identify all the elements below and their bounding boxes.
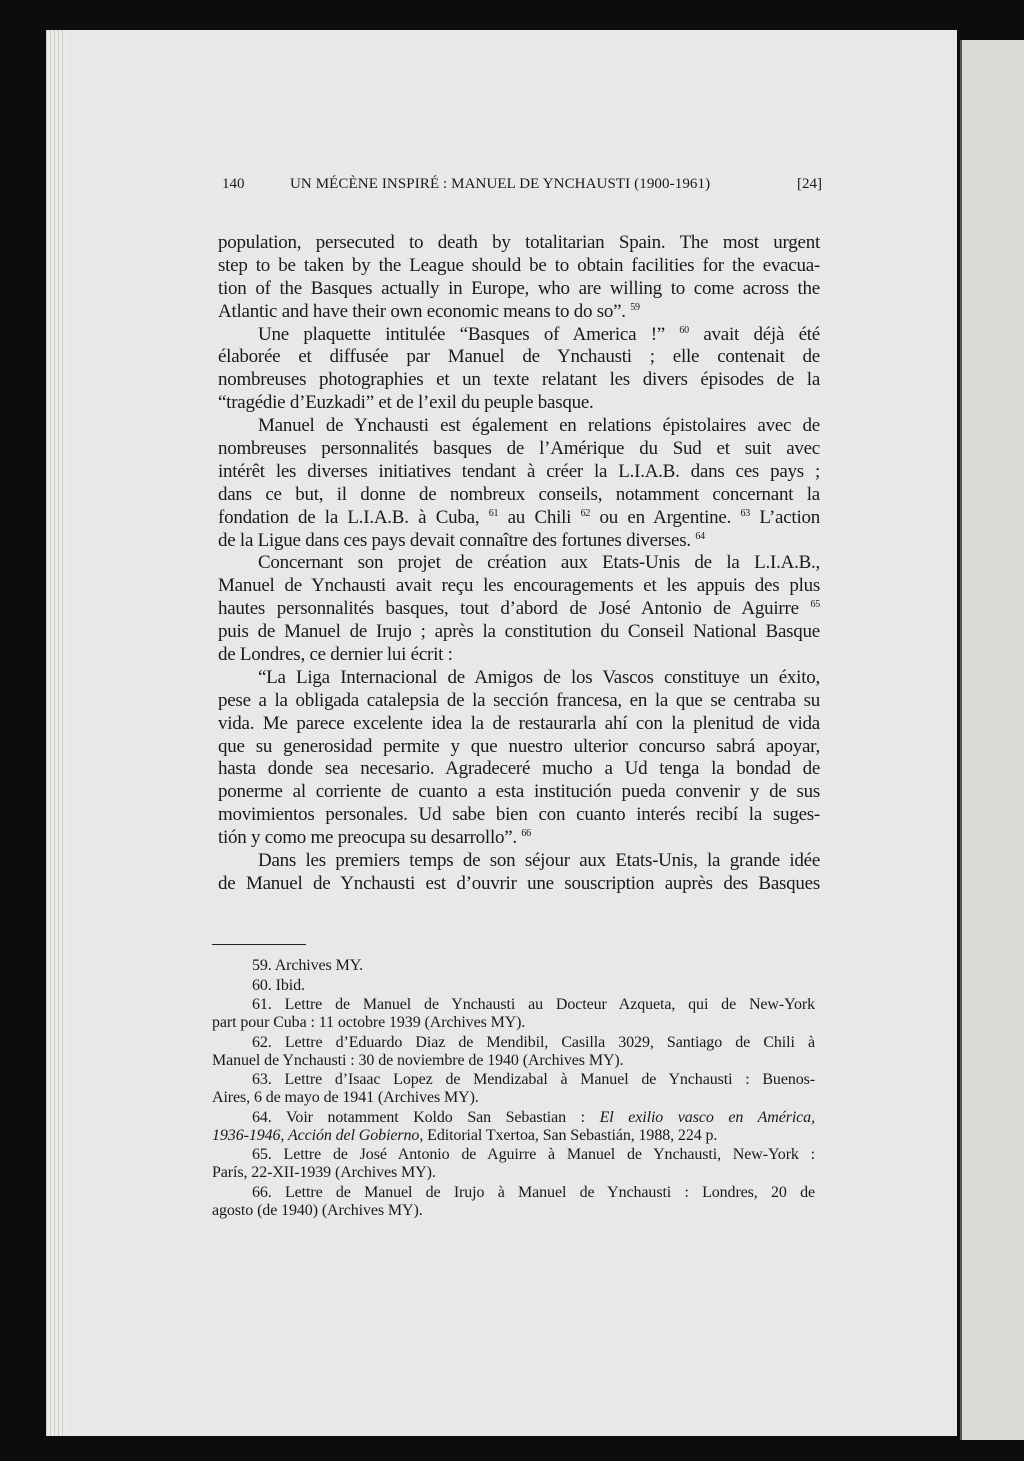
text-line xyxy=(212,1014,815,1032)
text-run: de Manuel de Ynchausti est d’ouvrir une souscription auprès des Basques xyxy=(218,872,820,894)
text-run: élaborée et diffusée par Manuel de Ynchausti ; elle contenait de xyxy=(218,346,820,368)
text-run: Manuel de Ynchausti : 30 de noviembre de 1940 (Archives MY). xyxy=(212,1051,624,1069)
footnote xyxy=(212,1146,815,1182)
text-line xyxy=(218,369,820,392)
text-line xyxy=(218,552,820,575)
text-line xyxy=(218,690,820,713)
text-run: avait déjà été xyxy=(688,323,820,345)
footnote xyxy=(212,1034,815,1070)
text-run: “La Liga Internacional de Amigos de los Vascos constituye un éxito, xyxy=(258,666,820,688)
text-run: step to be taken by the League should be to obtain facilities for the evacua- xyxy=(218,254,820,276)
text-line xyxy=(218,484,820,507)
text-run: 64. Voir notamment Koldo San Sebastian : xyxy=(252,1108,600,1126)
footnote xyxy=(212,1184,815,1220)
text-run: vida. Me parece excelente idea la de restaurarla ahí con la plenitud de vida xyxy=(218,712,820,734)
section-number: [24] xyxy=(797,176,822,192)
text-run: Concernant son projet de création aux Etats-Unis de la L.I.A.B., xyxy=(258,552,820,574)
text-line xyxy=(218,850,820,873)
paragraph xyxy=(218,850,820,896)
text-line xyxy=(212,1071,815,1089)
text-line xyxy=(218,415,820,438)
footnote-reference: 59 xyxy=(630,301,640,313)
text-run: part pour Cuba : 11 octobre 1939 (Archives MY). xyxy=(212,1014,526,1031)
text-run: fondation de la L.I.A.B. à Cuba, xyxy=(218,506,489,528)
text-run: hautes personnalités basques, tout d’abord de José Antonio de Aguirre xyxy=(218,598,811,620)
text-run: Editorial Txertoa, San Sebastián, 1988, 224 p. xyxy=(423,1126,718,1144)
text-line xyxy=(212,957,815,975)
page-number: 140 xyxy=(222,176,245,192)
footnote-reference: 60 xyxy=(679,324,689,336)
text-line xyxy=(218,598,820,621)
text-line xyxy=(218,873,820,896)
text-line xyxy=(218,255,820,278)
text-line xyxy=(212,1127,815,1145)
text-run: 66. Lettre de Manuel de Irujo à Manuel de Ynchausti : Londres, 20 de xyxy=(252,1183,815,1201)
text-run: que su generosidad permite y que nuestro ulterior concurso sabrá apoyar, xyxy=(218,735,820,757)
footnote xyxy=(212,1071,815,1107)
footnote-reference: 66 xyxy=(521,828,531,840)
text-line xyxy=(218,278,820,301)
text-run: Une plaquette intitulée “Basques of America !” xyxy=(258,323,680,345)
footnote-reference: 65 xyxy=(810,599,820,611)
paragraph xyxy=(218,552,820,666)
text-run: 62. Lettre d’Eduardo Diaz de Mendibil, Casilla 3029, Santiago de Chili à xyxy=(252,1033,815,1051)
paragraph xyxy=(218,324,820,416)
text-run: hasta donde sea necesario. Agradeceré mucho a Ud tenga la bondad de xyxy=(218,758,820,780)
text-line xyxy=(212,1184,815,1202)
footnote-reference: 61 xyxy=(488,507,499,519)
text-run: 65. Lettre de José Antonio de Aguirre à Manuel de Ynchausti, New-York : xyxy=(252,1146,815,1163)
text-run: Atlantic and have their own economic means to do so”. xyxy=(218,300,631,322)
text-run: agosto (de 1940) (Archives MY). xyxy=(212,1201,423,1219)
text-line xyxy=(212,977,815,995)
text-line xyxy=(218,346,820,369)
text-run: Dans les premiers temps de son séjour aux Etats-Unis, la grande idée xyxy=(258,850,820,872)
footnote-reference: 64 xyxy=(695,530,705,542)
running-title: UN MÉCÈNE INSPIRÉ : MANUEL DE YNCHAUSTI (1900-1961) xyxy=(290,176,711,192)
text-line xyxy=(218,232,820,255)
text-line xyxy=(218,736,820,759)
text-run: population, persecuted to death by totalitarian Spain. The most urgent xyxy=(218,232,820,253)
text-line xyxy=(218,530,820,553)
text-line xyxy=(218,827,820,850)
text-run: ou en Argentine. xyxy=(590,506,741,528)
text-line xyxy=(212,996,815,1014)
text-line xyxy=(212,1089,815,1107)
footnote xyxy=(212,957,815,975)
text-run: L’action xyxy=(749,506,820,528)
italic-title: 1936-1946, Acción del Gobierno, xyxy=(212,1126,424,1144)
text-line xyxy=(218,438,820,461)
footnote-reference: 62 xyxy=(580,507,591,519)
text-line xyxy=(212,1109,815,1127)
text-run: ponerme al corriente de cuanto a esta institución pueda convenir y de sus xyxy=(218,781,820,803)
text-line xyxy=(218,667,820,690)
text-line xyxy=(218,781,820,804)
text-run: de la Ligue dans ces pays devait connaître des fortunes diverses. xyxy=(218,529,696,551)
running-header xyxy=(222,176,822,196)
footnote-rule xyxy=(212,944,306,945)
text-run: 59. Archives MY. xyxy=(252,957,363,974)
text-line xyxy=(212,1034,815,1052)
text-run: París, 22-XII-1939 (Archives MY). xyxy=(212,1164,436,1181)
text-line xyxy=(218,804,820,827)
text-run: 63. Lettre d’Isaac Lopez de Mendizabal à Manuel de Ynchausti : Buenos- xyxy=(252,1071,815,1088)
text-run: Manuel de Ynchausti est également en relations épistolaires avec de xyxy=(258,415,820,437)
text-run: au Chili xyxy=(498,506,581,528)
text-run: movimientos personales. Ud sabe bien con cuanto interés recibí la suges- xyxy=(218,804,820,826)
text-line xyxy=(212,1052,815,1070)
text-run: tion of the Basques actually in Europe, who are willing to come across the xyxy=(218,277,820,299)
text-run: “tragédie d’Euzkadi” et de l’exil du peuple basque. xyxy=(218,392,594,414)
text-run: intérêt les diverses initiatives tendant à créer la L.I.A.B. dans ces pays ; xyxy=(218,460,820,482)
text-line xyxy=(218,713,820,736)
footnote-reference: 63 xyxy=(740,507,750,519)
text-run: tión y como me preocupa su desarrollo”. xyxy=(218,827,522,849)
text-line xyxy=(218,301,820,324)
text-run: pese a la obligada catalepsia de la sección francesa, en la que se centraba su xyxy=(218,689,820,711)
footnote xyxy=(212,1109,815,1145)
footnote xyxy=(212,996,815,1032)
text-line xyxy=(218,758,820,781)
text-run: dans ce but, il donne de nombreux conseils, notamment concernant la xyxy=(218,483,820,505)
text-run: nombreuses photographies et un texte relatant les divers épisodes de la xyxy=(218,369,820,391)
text-line xyxy=(218,644,820,667)
text-line xyxy=(212,1202,815,1220)
footnotes xyxy=(212,957,815,1221)
text-line xyxy=(218,575,820,598)
body-text xyxy=(218,232,820,896)
footnote xyxy=(212,977,815,995)
text-run: Manuel de Ynchausti avait reçu les encouragements et les appuis des plus xyxy=(218,575,820,597)
text-line xyxy=(212,1164,815,1182)
text-run: 60. Ibid. xyxy=(252,976,305,994)
text-line xyxy=(218,324,820,347)
text-run: puis de Manuel de Irujo ; après la constitution du Conseil National Basque xyxy=(218,621,820,643)
text-line xyxy=(218,461,820,484)
text-line xyxy=(212,1146,815,1164)
text-line xyxy=(218,621,820,644)
text-line xyxy=(218,392,820,415)
paragraph xyxy=(218,415,820,552)
text-run: de Londres, ce dernier lui écrit : xyxy=(218,644,453,666)
italic-title: El exilio vasco en América, xyxy=(599,1108,815,1126)
text-line xyxy=(218,507,820,530)
text-run: Aires, 6 de mayo de 1941 (Archives MY). xyxy=(212,1089,479,1106)
paragraph xyxy=(218,232,820,324)
facing-page-edge xyxy=(960,40,1024,1440)
text-run: nombreuses personnalités basques de l’Amérique du Sud et suit avec xyxy=(218,438,820,460)
page-stack-edges-left xyxy=(46,30,66,1436)
text-run: 61. Lettre de Manuel de Ynchausti au Docteur Azqueta, qui de New-York xyxy=(252,996,815,1013)
paragraph xyxy=(218,667,820,850)
